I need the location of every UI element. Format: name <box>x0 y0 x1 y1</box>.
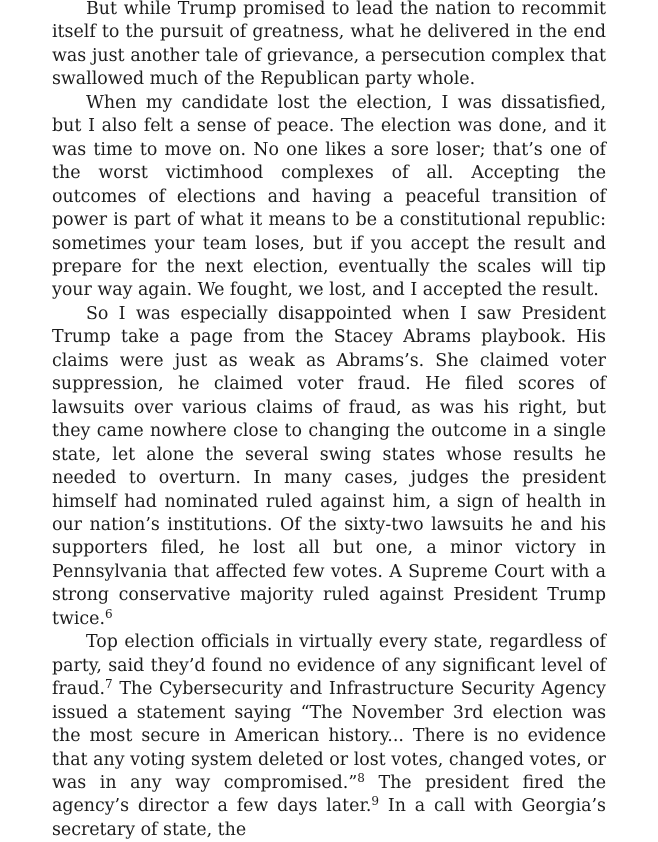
paragraph-text: So I was especially disappointed when I saw President Trump take a page from the Stacey Abrams playbook. His claims were just as weak as Abrams’s. She claimed voter suppression, he claimed voter fraud. He filed scores of lawsuits over various claims of fraud, as was his right, but they came nowhere close to changing the outcome in a single state, let alone the several swing states whose results he needed to overturn. In many cases, judges the president himself had nominated ruled against him, a sign of health in our nation’s institutions. Of the sixty-two lawsuits he and his supporters filed, he lost all but one, a minor victory in Pennsylvania that affected few votes. A Supreme Court with a strong conservative majority ruled against President Trump twice. <box>52 303 606 629</box>
footnote-marker: 7 <box>104 677 113 692</box>
footnote-marker: 9 <box>371 794 380 809</box>
paragraph <box>52 92 606 303</box>
footnote-marker: 8 <box>357 770 365 785</box>
paragraph-text: When my candidate lost the election, I was dissatisfied, but I also felt a sense of peace. The election was done, and it was time to move on. No one likes a sore loser; that’s one of the worst victimhood complexes of all. Accepting the outcomes of elections and having a peaceful transition of power is part of what it means to be a constitutional republic: sometimes your team loses, but if you accept the result and prepare for the next election, eventually the scales will tip your way again. We fought, we lost, and I accepted the result. <box>52 92 606 301</box>
paragraph <box>52 0 606 92</box>
footnote-marker: 6 <box>105 606 113 621</box>
paragraph <box>52 303 606 631</box>
paragraph-text: In a call with Georgia’s secretary of state, the <box>52 796 606 840</box>
paragraph-text: The Cybersecurity and Infrastructure Security Agency issued a statement saying “The November 3rd election was the most secure in American history... There is no evidence that any voting system deleted or lost votes, changed votes, or was in any way compromised.” <box>52 679 606 793</box>
paragraph <box>52 631 606 842</box>
page-text-body <box>52 0 606 842</box>
paragraph-text: Top election officials in virtually every state, regardless of party, said they’d found no evidence of any significant level of fraud. <box>52 632 606 700</box>
paragraph-text: But while Trump promised to lead the nation to recommit itself to the pursuit of greatness, what he delivered in the end was just another tale of grievance, a persecution complex that swallowed much of the Republican party whole. <box>52 0 606 90</box>
paragraph-text: The president fired the agency’s director a few days later. <box>52 772 606 817</box>
